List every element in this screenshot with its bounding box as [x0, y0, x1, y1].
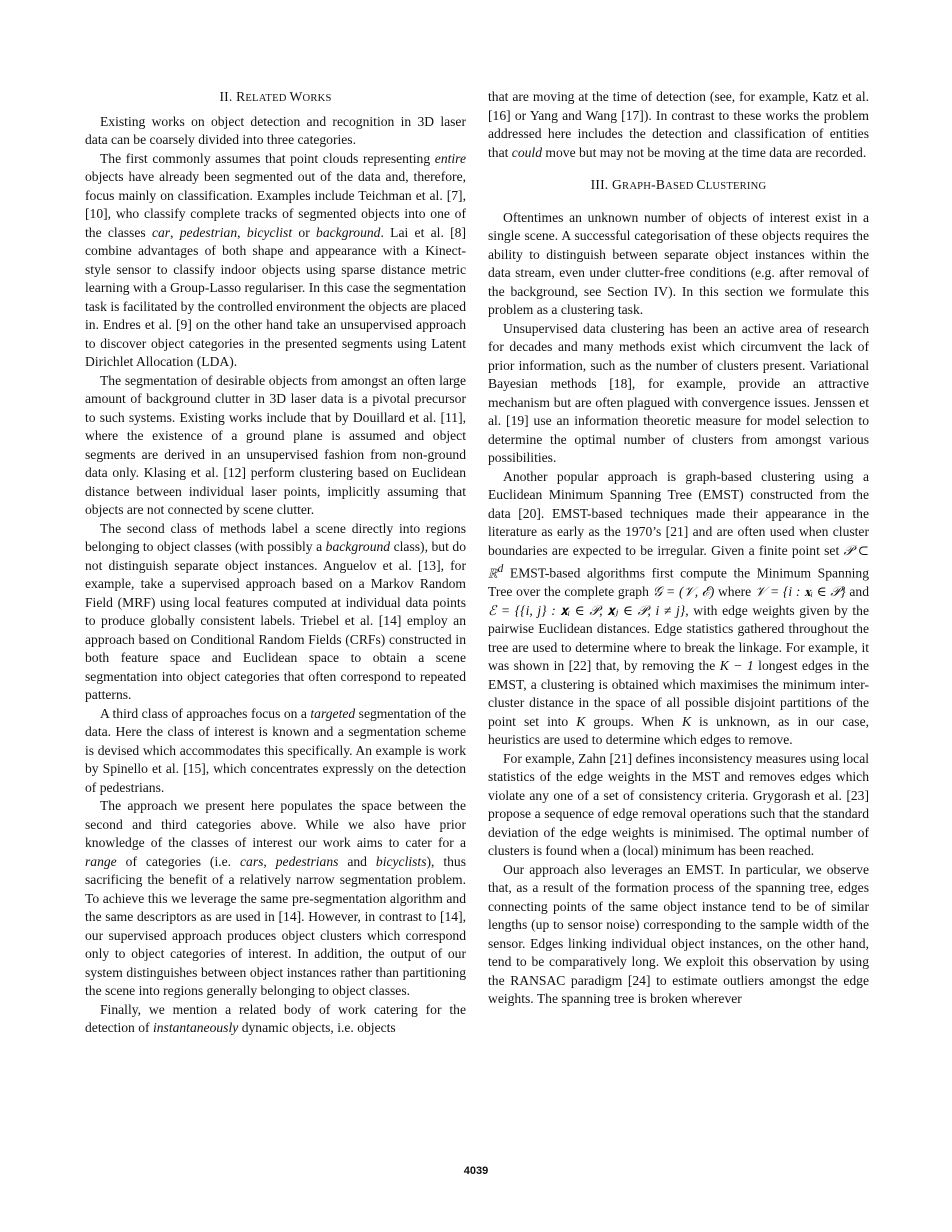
math: K	[576, 713, 586, 729]
right-column	[488, 88, 869, 1009]
math: K − 1	[719, 658, 754, 674]
paragraph: Oftentimes an unknown number of objects of interest exist in a single scene. A successful categorisation of these objects requires the ability to distinguish between separate object instances within the data stream, even under clutter-free conditions (e.g. after removal of the background, see Section IV). In this section we formulate this problem as a clustering task.	[488, 209, 869, 317]
paragraph: The second class of methods label a scene directly into regions belonging to object classes (with possibly a background class), but do not distinguish separate object instances. Anguelov et al. [13], for example, take a supervised approach based on a Markov Random Field (MRF) using local features computed at individual data points to produce globally consistent labels. Triebel et al. [14] employ an approach based on Conditional Random Fields (CRFs) constructed in both feature space and Euclidean space to obtain a scene segmentation into object categories that often correspond to repeated patterns.	[85, 520, 466, 702]
paragraph: Unsupervised data clustering has been an active area of research for decades and many methods exist which circumvent the lack of prior information, such as the number of clusters present. Variational Bayesian methods [18], for example, provide an attractive mechanism but are often plagued with convergence issues. Jenssen et al. [19] use an information theoretic measure for model selection to determine the optimal number of clusters from amongst various possibilities.	[488, 320, 869, 465]
section-heading-related-works	[85, 88, 466, 109]
math: K	[681, 713, 692, 729]
paragraph-continued: that are moving at the time of detection (see, for example, Katz et al. [16] or Yang and Wang [17]). In contrast to these works the problem addressed here includes the detection and classification of entities that could move but may not be moving at the time data are recorded.	[488, 89, 869, 160]
paragraph: Our approach also leverages an EMST. In particular, we observe that, as a result of the formation process of the spanning tree, edges connecting points of the same object instance tend to be of similar lengths (up to sensor noise) corresponding to the sample width of the sensor. Edges linking individual object instances, on the other hand, tend to be comparatively long. We exploit this observation by using the RANSAC paradigm [24] to estimate outliers amongst the edge weights. The spanning tree is broken wherever	[488, 861, 869, 1007]
section-title: RELATED WORKS	[236, 89, 332, 104]
section-number: III.	[590, 177, 609, 192]
paragraph: Another popular approach is graph-based clustering using a Euclidean Minimum Spanning Tree (EMST) constructed from the data [20]. EMST-based techniques made their appearance in the literature as early as the 1970’s [21] and are often used when cluster boundaries are expected to be irregular. Given a finite point set 𝒫 ⊂ ℝ$^d$ EMST-based algorithms first compute the Minimum Spanning Tree over the complete graph 𝒢 = (𝒱, ℰ) where 𝒱 = {i : 𝐱ᵢ ∈ 𝒫} and ℰ = {{i, j} : 𝐱ᵢ ∈ 𝒫, 𝐱ⱼ ∈ 𝒫, i ≠ j}, with edge weights given by the pairwise Euclidean distances. Edge statistics gathered throughout the tree are used to determine where to break the linkage. For example, it was shown in [22] that, by removing the K − 1 longest edges in the EMST, a clustering is obtained which maximises the minimum inter-cluster distance in the space of all possible disjoint partitions of the point set into K groups. When K is unknown, as in our case, heuristics are used to determine which edges to remove.	[488, 468, 870, 748]
paragraph: The approach we present here populates the space between the second and third categories above. While we also have prior knowledge of the classes of interest our work aims to cater for a range of categories (i.e. cars, pedestrians and bicyclists), thus sacrificing the benefit of a relatively narrow segmentation problem. To achieve this we leverage the same pre-segmentation algorithm and the same descriptors as are used in [14]. However, in contrast to [14], our supervised approach produces object clusters which correspond only to object categories of interest. In addition, the output of our system distinguishes between object instances rather than partitioning the scene into regions generally belonging to object classes.	[85, 798, 467, 998]
math: 𝒢 = (𝒱, ℰ)	[652, 584, 715, 600]
math: 𝒱 = {i : 𝐱ᵢ ∈ 𝒫}	[754, 584, 846, 600]
paragraph: The segmentation of desirable objects from amongst an often large amount of background clutter in 3D laser data is a pivotal precursor to such systems. Existing works include that by Douillard et al. [11], where the existence of a ground plane is assumed and object segments are derived in an unsupervised fashion from non-ground data only. Klasing et al. [12] perform clustering based on Euclidean distance between individual laser points, implicitly assuming that objects are not connected by scene clutter.	[85, 372, 466, 517]
paragraph: The first commonly assumes that point clouds representing entire objects have already been segmented out of the data and, therefore, focus mainly on classification. Examples include Teichman et al. [7], [10], who classify complete tracks of segmented objects into one of the classes car, pedestrian, bicyclist or background. Lai et al. [8] combine advantages of both shape and appearance with a Kinect-style sensor to classify indoor objects using sparse distance metric learning with a Group-Lasso regulariser. In this case the segmentation task is facilitated by the controlled environment the objects are placed in. Endres et al. [9] on the other hand take an unsupervised approach to discover object categories in the presented segments using Latent Dirichlet Allocation (LDA).	[85, 150, 467, 369]
paragraph: A third class of approaches focus on a targeted segmentation of the data. Here the class of interest is known and a segmentation scheme is devised which accommodates this specifically. An example is work by Spinello et al. [15], which concentrates expressly on the detection of pedestrians.	[85, 705, 467, 795]
page-number: 4039	[463, 1165, 489, 1177]
section-heading-graph-based-clustering	[488, 176, 869, 197]
left-column	[85, 88, 466, 1038]
paragraph: Existing works on object detection and recognition in 3D laser data can be coarsely divided into three categories.	[85, 113, 466, 147]
math: 𝒫 ⊂ ℝ	[488, 542, 869, 581]
section-title: GRAPH-BASED CLUSTERING	[612, 177, 767, 192]
section-number: II.	[219, 89, 233, 104]
math: ℰ = {{i, j} : 𝐱ᵢ ∈ 𝒫, 𝐱ⱼ ∈ 𝒫, i ≠ j}	[488, 602, 686, 618]
paragraph: Finally, we mention a related body of work catering for the detection of instantaneously dynamic objects, i.e. objects	[85, 1001, 466, 1035]
paragraph: For example, Zahn [21] defines inconsistency measures using local statistics of the edge weights in the MST and removes edges which violate any one of a set of consistency criteria. Grygorash et al. [23] propose a sequence of edge removal operations such that the standard deviation of the edge weights is minimised. The optimal number of clusters is found when a (local) minimum has been reached.	[488, 750, 869, 859]
